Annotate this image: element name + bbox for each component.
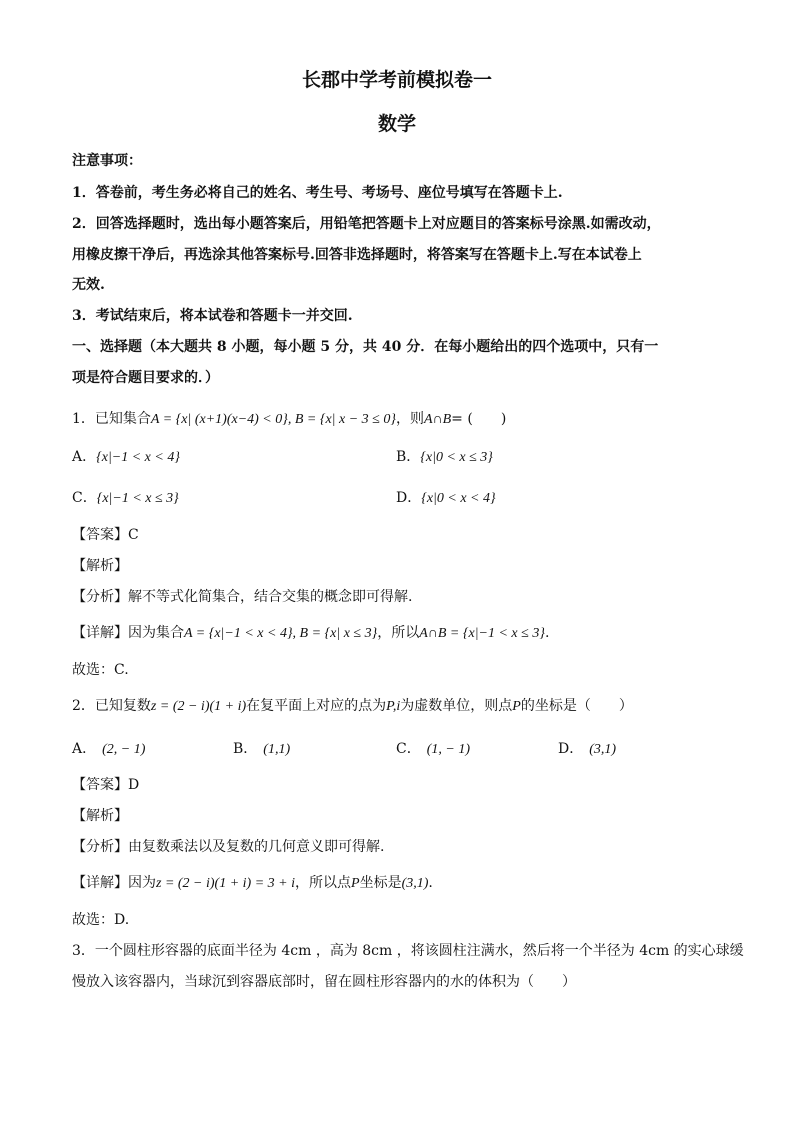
detail-mid-2: 坐标是 [359, 875, 402, 891]
detail-math: A = {x|−1 < x < 4}, B = {x| x ≤ 3} [184, 626, 378, 641]
q1-option-d [396, 489, 496, 508]
notice-item-2-end: 无效. [72, 277, 105, 293]
question-1-stem [72, 410, 506, 429]
option-text: {x|−1 < x ≤ 3} [96, 491, 179, 506]
detail-suffix: . [428, 875, 433, 891]
option-text: (1,1) [263, 742, 291, 757]
detail-coordinate: (3,1) [401, 876, 429, 891]
option-text: (3,1) [589, 742, 617, 757]
notice-item-2: 2．回答选择题时，选出每小题答案后，用铅笔把答题卡上对应题目的答案标号涂黑.如需改动， [72, 216, 661, 232]
q2-analysis-tag: 【解析】 [72, 808, 128, 824]
option-label: A． [72, 449, 97, 465]
option-label: D． [396, 490, 422, 506]
option-label: B． [396, 449, 421, 465]
question-2-stem [72, 697, 633, 716]
q1-mid: ，则 [395, 411, 424, 427]
option-text: (2, − 1) [102, 742, 146, 757]
q1-answer: 【答案】C [72, 527, 139, 543]
section-heading-cont: 项是符合题目要求的．） [72, 370, 219, 386]
q1-option-b [396, 448, 493, 467]
q2-conclusion: 故选：D. [72, 912, 130, 928]
notice-item-1: 1．答卷前，考生务必将自己的姓名、考生号、考场号、座位号填写在答题卡上. [72, 185, 563, 201]
detail-prefix: 【详解】因为 [72, 875, 156, 891]
q1-conclusion: 故选：C. [72, 662, 129, 678]
q2-option-c [396, 740, 470, 759]
option-text: {x|0 < x < 4} [421, 491, 496, 506]
section-heading: 一、选择题（本大题共 8 小题，每小题 5 分，共 40 分．在每小题给出的四个选项中，只有一 [72, 339, 659, 355]
q1-analysis-tag: 【解析】 [72, 558, 128, 574]
q1-intersection-math: A∩B [423, 412, 452, 427]
option-label: D． [558, 741, 584, 757]
q1-sets-math: A = {x| (x+1)(x−4) < 0}, B = {x| x − 3 ≤ 0} [150, 412, 396, 427]
subject-title: 数学 [377, 113, 416, 135]
option-label: C． [396, 741, 421, 757]
q2-complex-math: z = (2 − i)(1 + i) [150, 699, 247, 714]
option-label: B． [233, 741, 258, 757]
detail-math-2: A∩B = {x|−1 < x ≤ 3} [419, 626, 545, 641]
detail-suffix: . [544, 625, 550, 641]
option-label: C． [72, 490, 97, 506]
q1-option-a [72, 448, 180, 467]
detail-point-p: P [351, 876, 360, 891]
option-label: A． [72, 741, 97, 757]
q2-mid-2: 为虚数单位，则点 [400, 698, 513, 714]
q2-option-a [72, 740, 145, 759]
option-text: {x|0 < x ≤ 3} [420, 450, 493, 465]
q2-suffix: 的坐标是（ ） [520, 698, 633, 714]
q2-prefix: 2．已知复数 [72, 698, 151, 714]
q2-detail [72, 874, 433, 893]
detail-mid: ，所以 [377, 625, 420, 641]
q1-prefix: 1．已知集合 [72, 411, 151, 427]
notice-heading: 注意事项： [72, 153, 142, 169]
q2-fenxi: 【分析】由复数乘法以及复数的几何意义即可得解. [72, 839, 385, 855]
question-3-stem-cont: 慢放入该容器内，当球沉到容器底部时，留在圆柱形容器内的水的体积为（ ） [72, 974, 576, 990]
option-text: (1, − 1) [426, 742, 470, 757]
q1-detail [72, 624, 549, 643]
option-text: {x|−1 < x < 4} [96, 450, 180, 465]
q2-option-b [233, 740, 290, 759]
question-3-stem: 3．一个圆柱形容器的底面半径为 4cm ，高为 8cm ，将该圆柱注满水，然后将一个半径为 4cm 的实心球缓 [72, 943, 744, 959]
notice-item-3: 3．考试结束后，将本试卷和答题卡一并交回. [72, 308, 353, 324]
q1-option-c [72, 489, 179, 508]
q2-mid: 在复平面上对应的点为 [246, 698, 387, 714]
detail-math: z = (2 − i)(1 + i) = 3 + i [156, 876, 296, 891]
page-title: 长郡中学考前模拟卷一 [301, 69, 492, 91]
detail-prefix: 【详解】因为集合 [72, 625, 184, 641]
notice-item-2-cont: 用橡皮擦干净后，再选涂其他答案标号.回答非选择题时，将答案写在答题卡上.写在本试卷上 [72, 247, 642, 263]
detail-mid: ，所以点 [295, 875, 352, 891]
q1-suffix: = ( ) [451, 411, 507, 427]
q2-point-math: P,i [386, 699, 401, 714]
q2-point-p: P [512, 699, 521, 714]
q2-option-d [558, 740, 616, 759]
q1-fenxi: 【分析】解不等式化简集合，结合交集的概念即可得解. [72, 589, 413, 605]
q2-answer: 【答案】D [72, 777, 140, 793]
